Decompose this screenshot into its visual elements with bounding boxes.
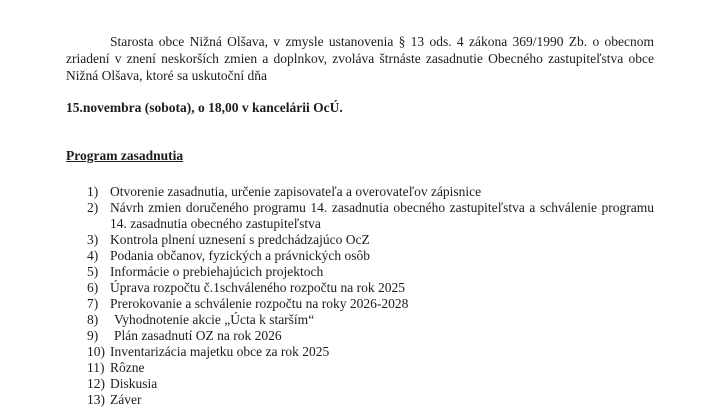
agenda-item-text: Kontrola plnení uznesení s predchádzajúco OcZ — [110, 232, 370, 247]
agenda-item — [87, 328, 654, 344]
agenda-item — [87, 184, 654, 200]
agenda-item-text: Inventarizácia majetku obce za rok 2025 — [110, 344, 330, 359]
meeting-datetime-line: 15.novembra (sobota), o 18,00 v kancelárii OcÚ. — [66, 100, 343, 115]
agenda-item-text: Otvorenie zasadnutia, určenie zapisovateľa a overovateľov zápisnice — [110, 184, 482, 199]
agenda-heading: Program zasadnutia — [66, 148, 184, 163]
agenda-item — [87, 280, 654, 296]
agenda-item-text: Informácie o prebiehajúcich projektoch — [110, 264, 324, 279]
agenda-item-number: 5) — [87, 264, 99, 279]
agenda-item-number: 2) — [87, 200, 99, 215]
agenda-item-number: 12) — [87, 376, 105, 391]
intro-paragraph: Starosta obce Nižná Olšava, v zmysle ustanovenia § 13 ods. 4 zákona 369/1990 Zb. o obecnom zriadení v znení neskorších zmien a doplnkov, zvoláva štrnáste zasadnutie Obecného zastupiteľstva obce Nižná Olšava, ktoré sa uskutoční dňa — [66, 34, 654, 83]
agenda-item-number: 3) — [87, 232, 99, 247]
agenda-item-number: 10) — [87, 344, 105, 359]
agenda-item-text: Prerokovanie a schválenie rozpočtu na roky 2026-2028 — [110, 296, 409, 311]
agenda-item-text: Úprava rozpočtu č.1schváleného rozpočtu na rok 2025 — [110, 280, 406, 295]
agenda-item-number: 11) — [87, 360, 105, 375]
agenda-item-text: Plán zasadnutí OZ na rok 2026 — [114, 328, 282, 343]
agenda-item-number: 13) — [87, 392, 105, 407]
agenda-item-number: 7) — [87, 296, 99, 311]
agenda-item-number: 4) — [87, 248, 99, 263]
agenda-item — [87, 344, 654, 360]
agenda-item — [87, 200, 654, 232]
agenda-list — [66, 184, 654, 408]
agenda-item — [87, 264, 654, 280]
agenda-item-text: Podania občanov, fyzických a právnických osôb — [110, 248, 371, 263]
agenda-item-text: Návrh zmien doručeného programu 14. zasadnutia obecného zastupiteľstva a schválenie programu 14. zasadnutia obecného zastupiteľstva — [110, 200, 654, 231]
agenda-item-number: 8) — [87, 312, 99, 327]
agenda-item — [87, 248, 654, 264]
agenda-item — [87, 360, 654, 376]
agenda-item-text: Vyhodnotenie akcie „Úcta k starším“ — [114, 312, 315, 327]
agenda-item — [87, 232, 654, 248]
agenda-item-number: 1) — [87, 184, 99, 199]
agenda-item-text: Diskusia — [110, 376, 158, 391]
agenda-item — [87, 312, 654, 328]
agenda-item-number: 9) — [87, 328, 99, 343]
agenda-item — [87, 376, 654, 392]
agenda-item-number: 6) — [87, 280, 99, 295]
agenda-item-text: Záver — [110, 392, 142, 407]
agenda-item — [87, 296, 654, 312]
agenda-item — [87, 392, 654, 408]
agenda-item-text: Rôzne — [110, 360, 145, 375]
